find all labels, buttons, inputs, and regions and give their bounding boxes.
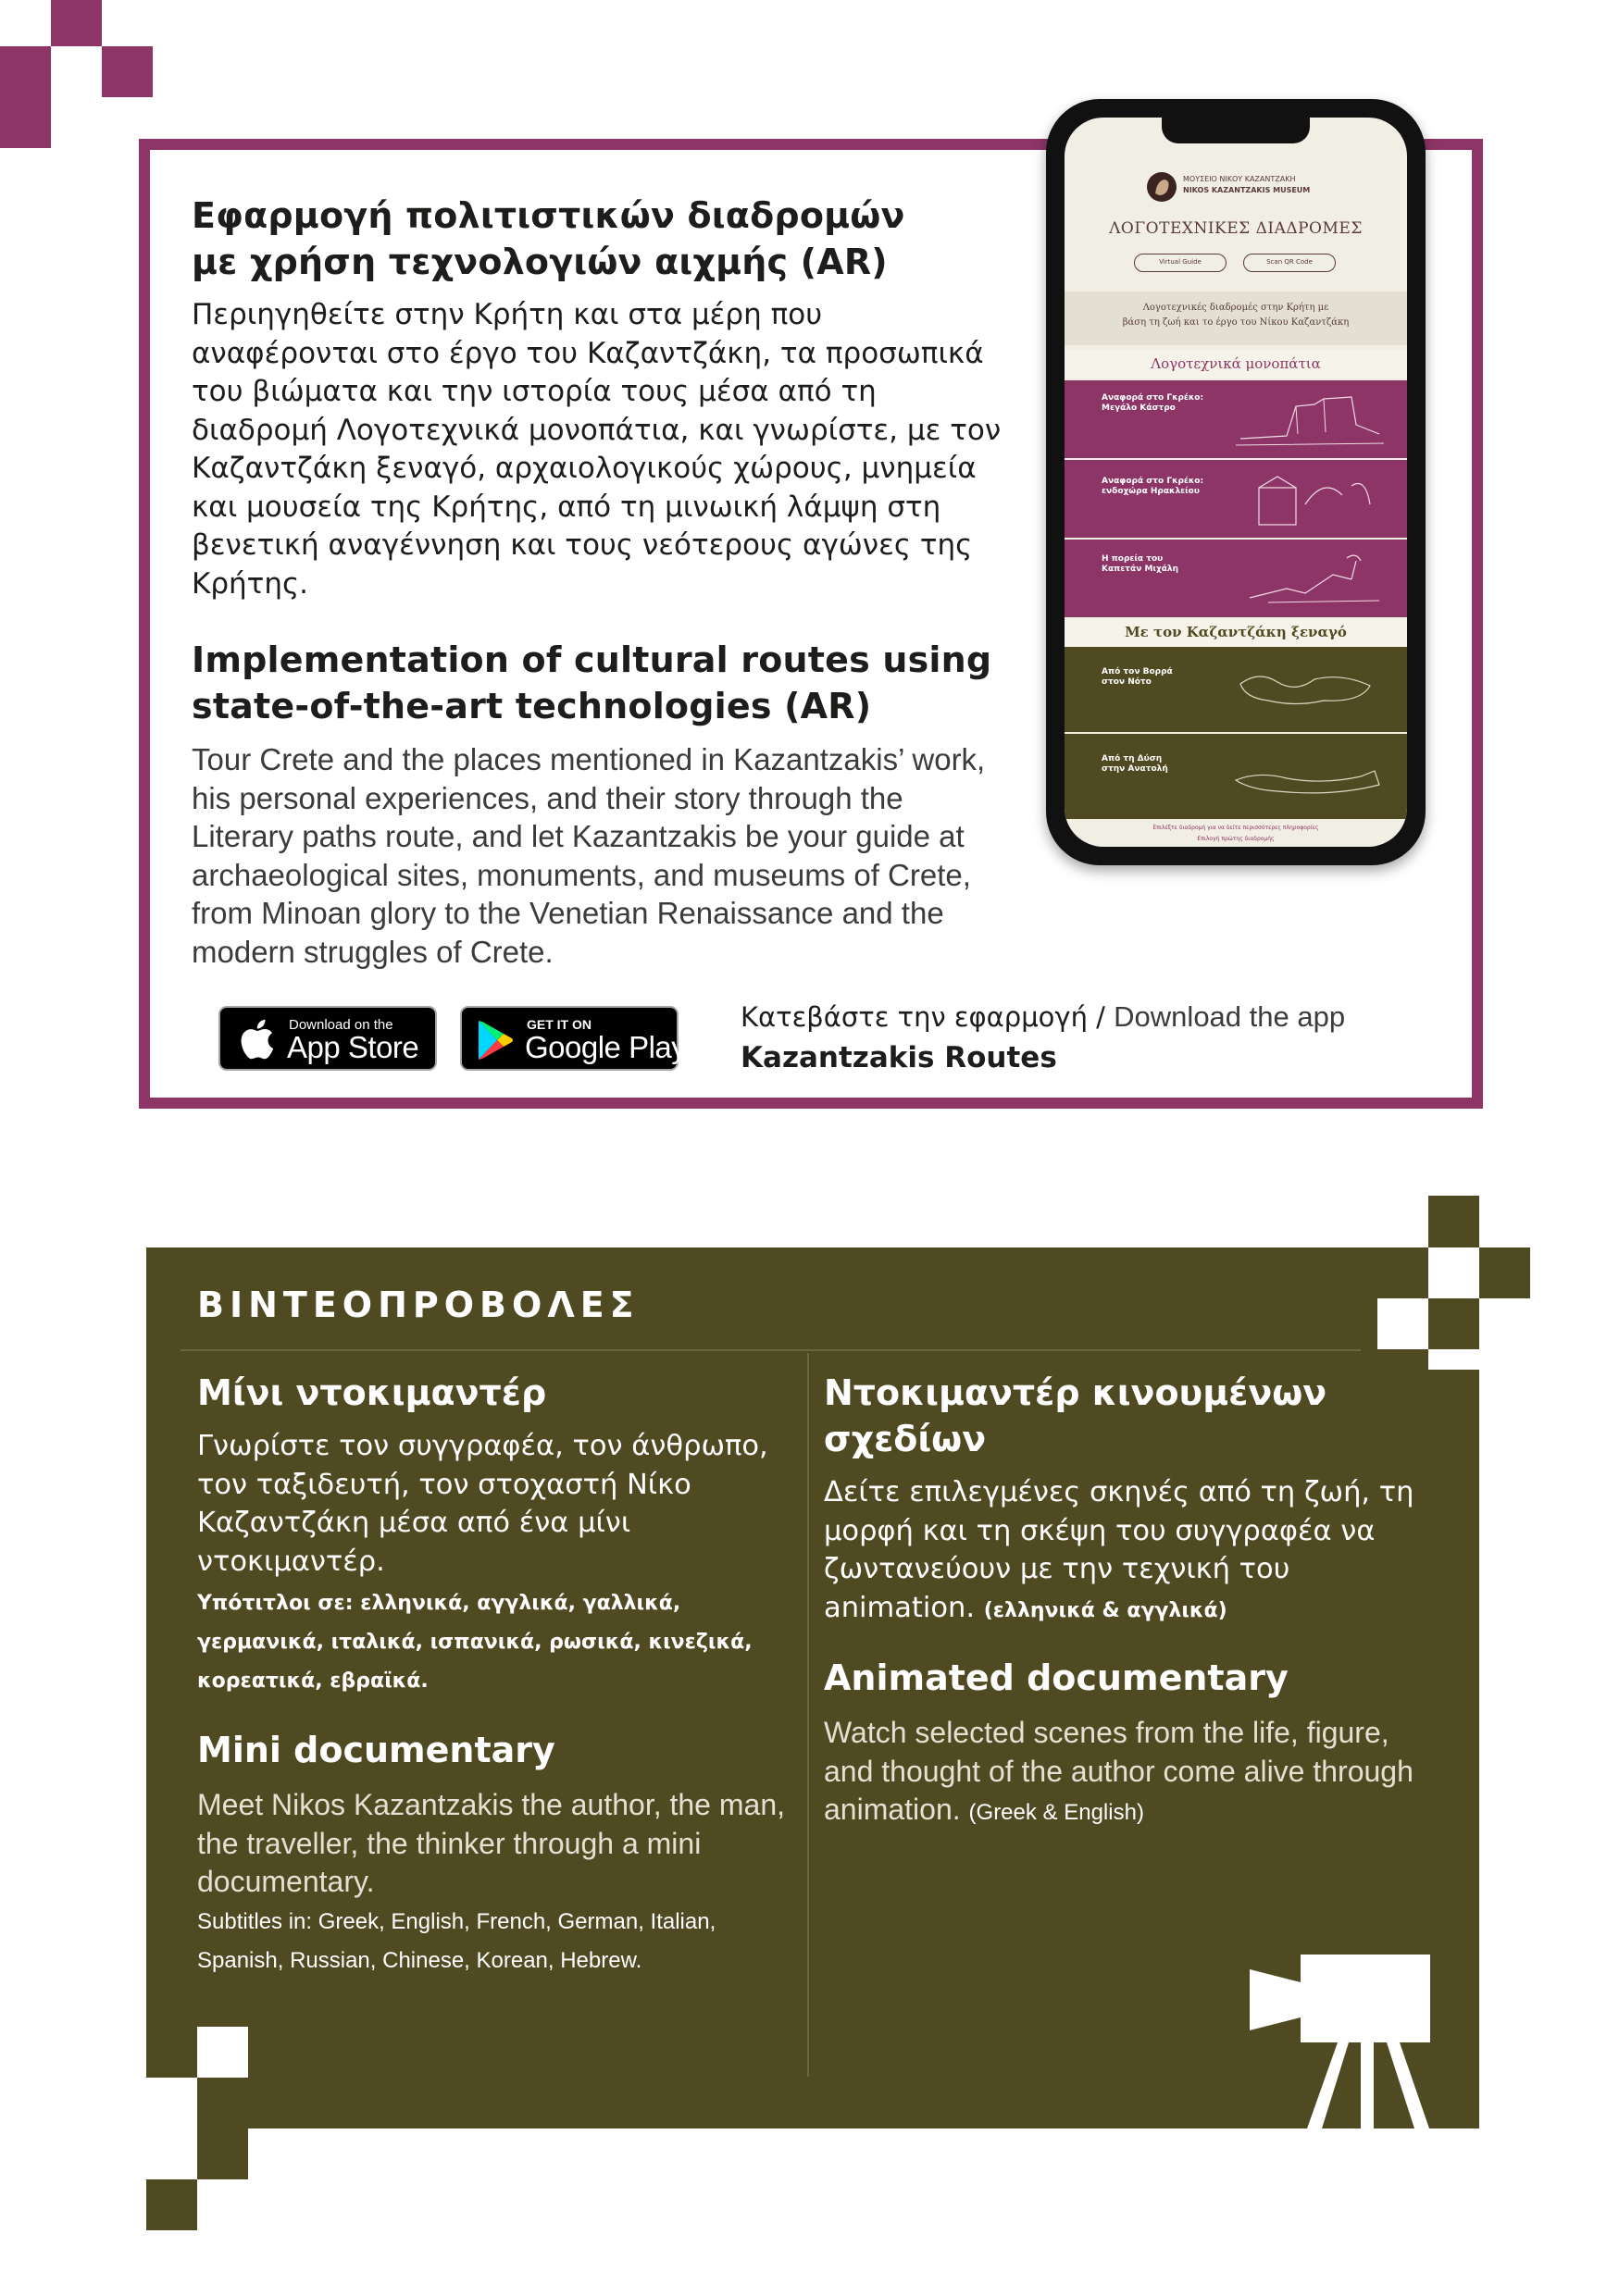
deco-square [51,0,102,46]
phone-footer-line-2[interactable]: Επιλογή πρώτης διαδρομής [1197,836,1275,842]
ar-title-english: Implementation of cultural routes using state-of-the-art technologies (AR) [192,639,992,726]
mini-documentary-text-greek: Γνωρίστε τον συγγραφέα, τον άνθρωπο, τον ταξιδευτή, τον στοχαστή Νίκο Καζαντζάκη μέσα από ένα μίνι ντοκιμαντέρ. [197,1430,768,1578]
google-play-icon [477,1020,514,1061]
phone-route-item[interactable] [1065,540,1407,617]
phone-intro-line-1: Λογοτεχνικές διαδρομές στην Κρήτη με [1142,303,1329,313]
deco-square [0,97,51,148]
video-section-heading: ΒΙΝΤΕΟΠΡΟΒΟΛΕΣ [197,1285,640,1325]
animated-documentary-title-english: Animated documentary [824,1657,1289,1698]
phone-route-label: Από τη Δύση στην Ανατολή [1102,754,1168,774]
phone-museum-name-en: NIKOS KAZANTZAKIS MUSEUM [1183,186,1311,194]
phone-route-label: Αναφορά στο Γκρέκο: Μεγάλο Κάστρο [1102,393,1204,413]
download-caption [741,997,1389,1078]
deco-square [1428,1298,1479,1349]
ar-title-greek: Εφαρμογή πολιτιστικών διαδρομών με χρήση τεχνολογιών αιχμής (AR) [192,195,905,282]
phone-footer-line-1: Επιλέξτε διαδρομή για να δείτε περισσότερες πληροφορίες [1152,825,1319,831]
app-store-small-label: Download on the [289,1017,393,1033]
animated-documentary-text-greek: Δείτε επιλεγμένες σκηνές από τη ζωή, τη μορφή και τη σκέψη του συγγραφέα να ζωντανεύουν με την τεχνική του animation. (ελληνικά & αγγλικά) [824,1476,1414,1624]
phone-section-literary-paths: Λογοτεχνικά μονοπάτια [1065,349,1407,379]
ar-body-greek: Περιηγηθείτε στην Κρήτη και στα μέρη που αναφέρονται στο έργο του Καζαντζάκη, τα προσωπικά του βιώματα και την ιστορία τους μέσα από τη διαδρομή Λογοτεχνικά μονοπάτια, και γνωρίστε, με τον Καζαντζάκη ξεναγό, αρχαιολογικούς χώρους, μνημεία και μουσεία της Κρήτης, από τη μινωική λάμψη στη βενετική αναγέννηση και τους νεότερους αγώνες της Κρήτης. [192,298,1002,601]
phone-route-item[interactable] [1065,460,1407,538]
app-name: Kazantzakis Routes [741,1041,1057,1074]
phone-screen [1065,118,1407,847]
animated-documentary-title-greek: Ντοκιμαντέρ κινουμένων σχεδίων [824,1372,1327,1459]
deco-square [1479,1247,1530,1298]
crete-map-sketch-icon [1222,656,1389,721]
mini-documentary-subtitles-greek: Υπότιτλοι σε: ελληνικά, αγγλικά, γαλλικά, γερμανικά, ιταλικά, ισπανικά, ρωσικά, κινεζικά, κορεατικά, εβραϊκά. [197,1592,753,1693]
mini-documentary-title-greek: Μίνι ντοκιμαντέρ [197,1372,547,1413]
phone-app-title: ΛΟΓΟΤΕΧΝΙΚΕΣ ΔΙΑΔΡΟΜΕΣ [1109,219,1363,238]
village-sketch-icon [1231,467,1389,532]
phone-intro-line-2: βάση τη ζωή και το έργο του Νίκου Καζαντζάκη [1122,317,1350,328]
deco-square [102,46,153,97]
download-separator: / [1087,1001,1115,1033]
heading-rule [181,1349,1361,1351]
phone-museum-name-gr: ΜΟΥΣΕΙΟ ΝΙΚΟΥ ΚΑΖΑΝΤΖΑΚΗ [1183,175,1296,183]
film-camera-icon [1250,1953,1435,2128]
phone-route-item[interactable] [1065,734,1407,819]
phone-route-item[interactable] [1065,647,1407,732]
phone-section-kazantzakis-guide: Με τον Καζαντζάκη ξεναγό [1065,617,1407,647]
mini-documentary-subtitles-english: Subtitles in: Greek, English, French, German, Italian, Spanish, Russian, Chinese, Korean, Hebrew. [197,1909,716,1973]
app-store-button[interactable] [218,1006,437,1071]
phone-route-label: Από τον Βορρά στον Νότο [1102,667,1173,687]
phone-scan-qr-button[interactable] [1243,254,1336,272]
animated-languages-english: (Greek & English) [968,1800,1144,1825]
phone-route-label: Η πορεία του Καπετάν Μιχάλη [1102,554,1179,574]
download-english: Download the app [1114,1000,1346,1033]
animated-languages-greek: (ελληνικά & αγγλικά) [983,1598,1227,1622]
deco-square [1377,1298,1428,1349]
phone-notch [1162,118,1310,143]
mini-documentary-text-english: Meet Nikos Kazantzakis the author, the man, the traveller, the thinker through a mini documentary. [197,1788,785,1898]
phone-route-label: Αναφορά στο Γκρέκο: ενδοχώρα Ηρακλείου [1102,477,1204,496]
app-store-label: App Store [287,1030,419,1064]
phone-virtual-guide-button[interactable] [1134,254,1227,272]
google-play-small-label: GET IT ON [527,1017,592,1032]
phone-mockup [1046,99,1426,865]
apple-icon [239,1019,274,1060]
ar-body-english: Tour Crete and the places mentioned in Kazantzakis’ work, his personal experiences, and their story through the Literary paths route, and let Kazantzakis be your guide at archaeological sites, monuments, and museums of Crete, from Minoan glory to the Venetian Renaissance and the modern struggles of Crete. [192,742,986,969]
figure-sketch-icon [1222,743,1389,808]
castle-sketch-icon [1231,388,1389,453]
google-play-button[interactable] [460,1006,687,1071]
phone-route-item[interactable] [1065,380,1407,458]
deco-square [197,2128,248,2179]
deco-square [0,46,51,97]
deco-square [197,2027,248,2078]
deco-square [146,2179,197,2230]
column-divider [807,1353,809,2077]
virtual-guide-label: Virtual Guide [1159,258,1202,266]
google-play-label: Google Play [525,1030,687,1064]
horse-rider-sketch-icon [1231,547,1389,612]
mini-documentary-title-english: Mini documentary [197,1730,555,1770]
deco-square [1428,1349,1479,1370]
museum-logo-icon [1146,171,1177,203]
scan-qr-label: Scan QR Code [1266,258,1313,266]
download-greek: Κατεβάστε την εφαρμογή [741,1001,1088,1033]
animated-documentary-text-english: Watch selected scenes from the life, figure, and thought of the author come alive through animation. (Greek & English) [824,1716,1414,1826]
deco-square [1428,1196,1479,1247]
deco-square [146,2078,197,2128]
deco-square [1428,1247,1479,1298]
